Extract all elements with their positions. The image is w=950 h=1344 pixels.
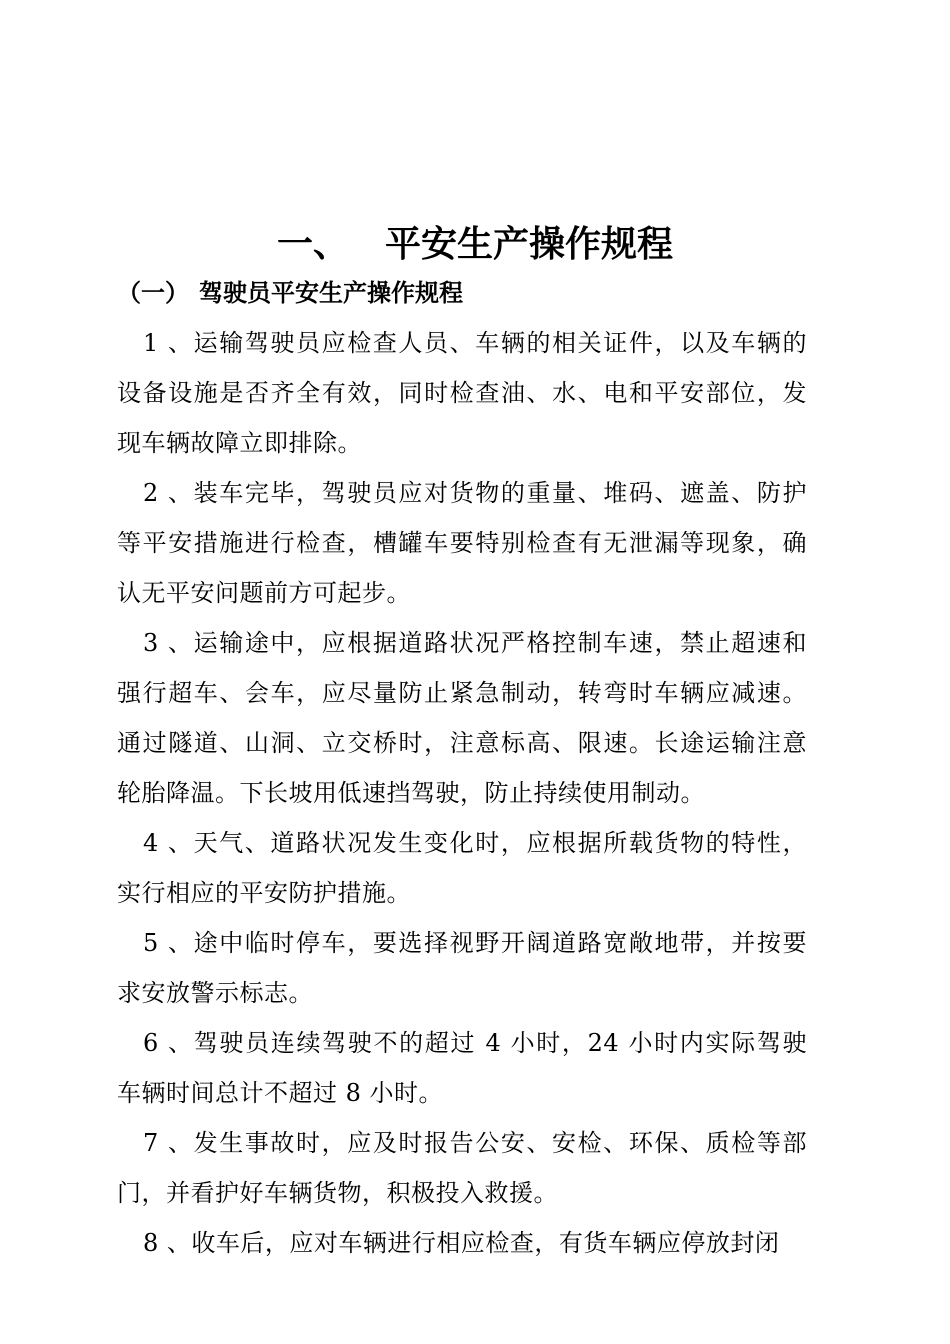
section-text: 驾驶员平安生产操作规程	[199, 278, 463, 307]
paragraph-line: 1 、运输驾驶员应检查人员、车辆的相关证件，以及车辆的	[143, 329, 807, 357]
paragraph-line: 7 、发生事故时，应及时报告公安、安检、环保、质检等部	[143, 1129, 807, 1157]
paragraph-line: 认无平安问题前方可起步。	[117, 579, 411, 607]
paragraph-line: 2 、装车完毕，驾驶员应对货物的重量、堆码、遮盖、防护	[143, 479, 807, 507]
paragraph-line: 6 、驾驶员连续驾驶不的超过 4 小时，24 小时内实际驾驶	[143, 1029, 807, 1057]
paragraph-line: 设备设施是否齐全有效，同时检查油、水、电和平安部位，发	[117, 379, 807, 407]
paragraph-line: 车辆时间总计不超过 8 小时。	[117, 1079, 444, 1107]
paragraph-line: 等平安措施进行检查，槽罐车要特别检查有无泄漏等现象，确	[117, 529, 807, 557]
paragraph-line: 实行相应的平安防护措施。	[117, 879, 411, 907]
page-title	[0, 220, 950, 268]
paragraph-line: 通过隧道、山洞、立交桥时，注意标高、限速。长途运输注意	[117, 729, 807, 757]
paragraph-line: 门，并看护好车辆货物，积极投入救援。	[117, 1179, 558, 1207]
paragraph-line: 5 、途中临时停车，要选择视野开阔道路宽敞地带，并按要	[143, 929, 807, 957]
document-body	[117, 318, 807, 1268]
section-number: （一）	[117, 278, 189, 307]
paragraph-line: 4 、天气、道路状况发生变化时，应根据所载货物的特性，	[143, 829, 807, 857]
paragraph-line: 轮胎降温。下长坡用低速挡驾驶，防止持续使用制动。	[117, 779, 705, 807]
paragraph-line: 强行超车、会车，应尽量防止紧急制动，转弯时车辆应减速。	[117, 679, 807, 707]
paragraph-line: 3 、运输途中，应根据道路状况严格控制车速，禁止超速和	[143, 629, 807, 657]
section-heading	[117, 276, 463, 310]
title-number: 一、	[276, 223, 349, 265]
title-text: 平安生产操作规程	[385, 223, 674, 265]
paragraph-line: 现车辆故障立即排除。	[117, 429, 362, 457]
paragraph-line: 8 、收车后，应对车辆进行相应检查，有货车辆应停放封闭	[143, 1229, 780, 1257]
paragraph-line: 求安放警示标志。	[117, 979, 313, 1007]
